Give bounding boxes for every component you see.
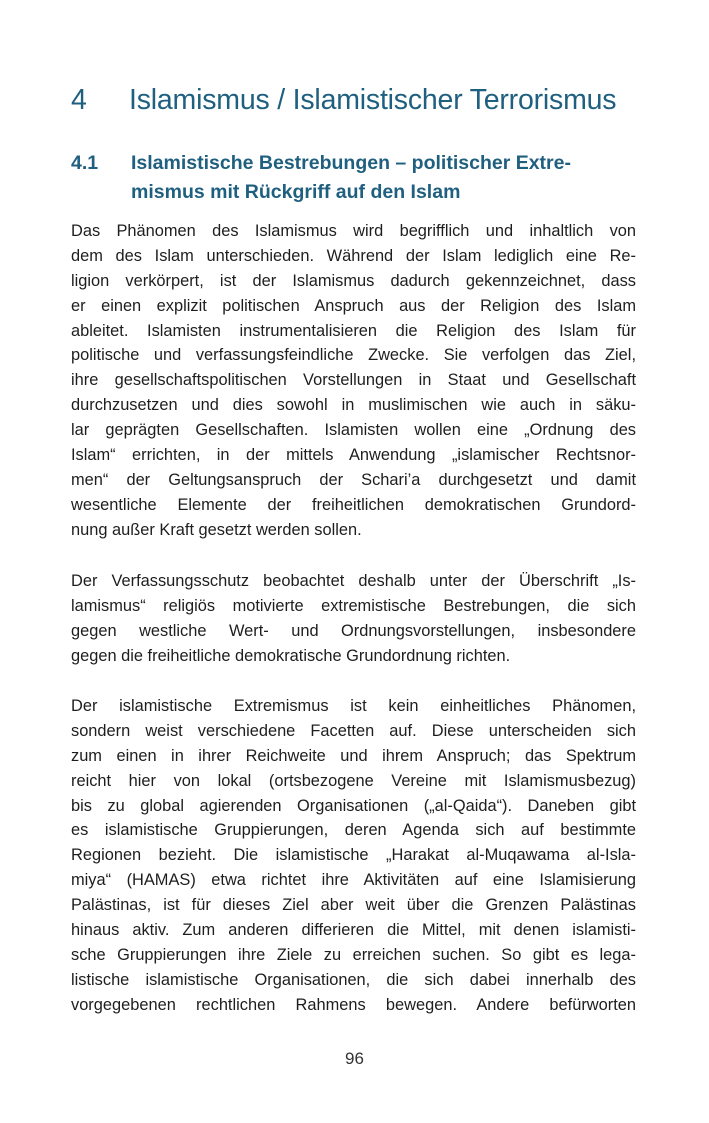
body-paragraph: [71, 694, 636, 1018]
text-line: es islamistische Gruppierungen, deren Agenda sich auf bestimmte: [71, 821, 636, 840]
text-line: listische islamistische Organisationen, die sich dabei innerhalb des: [71, 970, 636, 989]
page-number: 96: [345, 1049, 364, 1068]
text-line: gegen die freiheitliche demokratische Grundordnung richten.: [71, 646, 511, 665]
section-title-line: Islamistische Bestrebungen – politischer Extre-: [131, 152, 571, 174]
text-line: zum einen in ihrer Reichweite und ihrem Anspruch; das Spektrum: [71, 746, 636, 765]
text-line: sche Gruppierungen ihre Ziele zu erreichen suchen. So gibt es lega-: [71, 945, 636, 964]
text-line: er einen explizit politischen Anspruch aus der Religion des Islam: [71, 296, 636, 315]
text-line: nung außer Kraft gesetzt werden sollen.: [71, 520, 362, 539]
section-number: 4.1: [71, 152, 99, 174]
text-line: Der islamistische Extremismus ist kein einheitliches Phänomen,: [71, 697, 636, 715]
text-line: ableitet. Islamisten instrumentalisieren die Religion des Islam für: [71, 321, 636, 340]
body-paragraph: [71, 569, 636, 669]
text-line: men“ der Geltungsanspruch der Schari’a durchgesetzt und damit: [71, 470, 636, 489]
text-line: ihre gesellschaftspolitischen Vorstellungen in Staat und Gesellschaft: [71, 371, 636, 390]
text-line: bis zu global agierenden Organisationen („al-Qaida“). Daneben gibt: [71, 796, 636, 815]
text-line: sondern weist verschiedene Facetten auf. Diese unterscheiden sich: [71, 721, 636, 740]
text-line: Islam“ errichten, in der mittels Anwendung „islamischer Rechtsnor-: [71, 446, 636, 465]
chapter-heading: [71, 84, 636, 117]
text-line: Der Verfassungsschutz beobachtet deshalb unter der Überschrift „Is-: [71, 572, 636, 590]
text-line: vorgegebenen rechtlichen Rahmens bewegen. Andere befürworten: [71, 995, 636, 1014]
text-line: reicht hier von lokal (ortsbezogene Vereine mit Islamismusbezug): [71, 771, 636, 790]
text-line: Palästinas, ist für dieses Ziel aber weit über die Grenzen Palästinas: [71, 896, 636, 915]
text-line: ligion verkörpert, ist der Islamismus dadurch gekennzeichnet, dass: [71, 271, 636, 290]
text-line: hinaus aktiv. Zum anderen differieren die Mittel, mit denen islamisti-: [71, 921, 636, 940]
chapter-title: Islamismus / Islamistischer Terrorismus: [129, 84, 617, 116]
text-line: dem des Islam unterschieden. Während der Islam lediglich eine Re-: [71, 246, 636, 265]
text-line: lamismus“ religiös motivierte extremistische Bestrebungen, die sich: [71, 596, 636, 615]
text-line: wesentliche Elemente der freiheitlichen demokratischen Grundord-: [71, 495, 636, 514]
text-line: lar geprägten Gesellschaften. Islamisten wollen eine „Ordnung des: [71, 421, 636, 440]
section-heading: [71, 149, 636, 207]
text-line: durchzusetzen und dies sowohl in muslimischen wie auch in säku-: [71, 396, 636, 415]
text-line: gegen westliche Wert- und Ordnungsvorstellungen, insbesondere: [71, 621, 636, 640]
text-line: Regionen bezieht. Die islamistische „Harakat al-Muqawama al-Isla-: [71, 846, 636, 865]
text-line: Das Phänomen des Islamismus wird begrifflich und inhaltlich von: [71, 222, 636, 240]
body-paragraph: [71, 219, 636, 543]
section-title: [131, 149, 631, 207]
section-title-line: mismus mit Rückgriff auf den Islam: [131, 181, 461, 203]
text-line: miya“ (HAMAS) etwa richtet ihre Aktivitäten auf eine Islamisierung: [71, 871, 636, 890]
text-line: politische und verfassungsfeindliche Zwecke. Sie verfolgen das Ziel,: [71, 346, 636, 365]
chapter-number: 4: [71, 84, 87, 116]
